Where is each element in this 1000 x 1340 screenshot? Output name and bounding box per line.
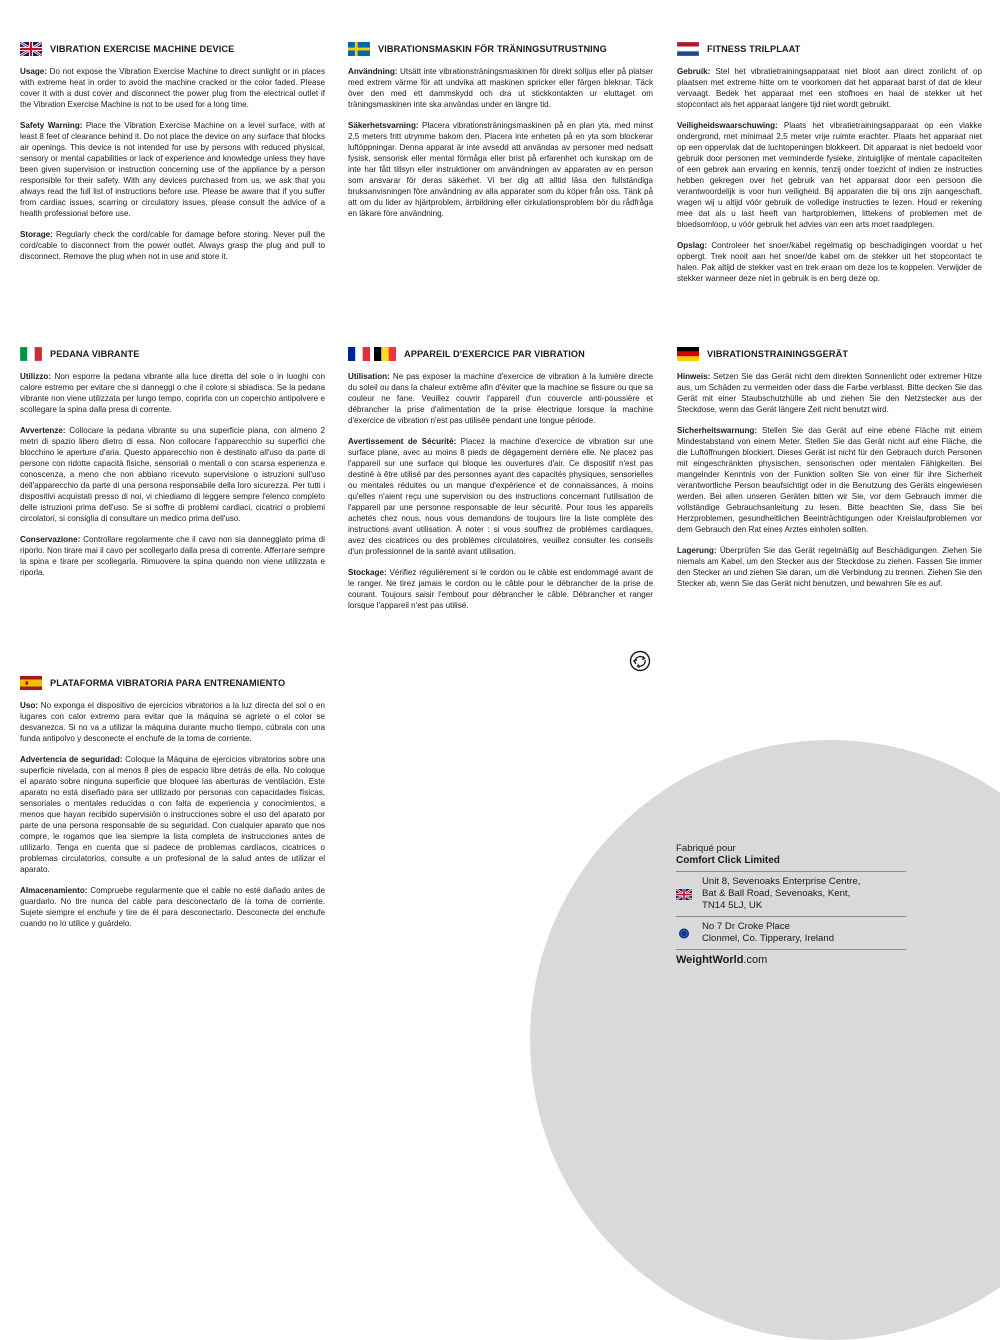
paragraph-text: Placez la machine d'exercice de vibration sur une surface plane, avec au moins 8 pieds de dégagement derrière elle. Ne placez pas l'appareil sur une surface qui bloque les ouvertures d'air. Ce dispositif n'est pas destiné à être utilisé par des personnes ayant des capacités physiques, sensorielles ou mentales réduites ou un manque d'expérience et de connaissances, à moins qu'elles n'aient reçu une supervision ou des instructions concernant l'utilisation de l'appareil par une personne responsable de leur sécurité. Pour tous les appareils achetés chez nous, nous vous demandons de toujours lire la liste complète des instructions avant utilisation. À noter : si vous souffrez de problèmes cardiaques, avez des cicatrices ou des problèmes circulatoires, veuillez consulter les conseils d'un professionnel de la santé avant utilisation. bbox=[348, 437, 654, 556]
paragraph-text: Vérifiez régulièrement si le cordon ou le câble est endommagé avant de le ranger. Ne tirez jamais le cordon ou le câble pour le débrancher de la prise de courant. Toujours saisir l'embout pour débrancher le câble. Débrancher et ranger lorsque l'appareil n'est pas utilisé. bbox=[348, 568, 653, 610]
paragraph-text: Ne pas exposer la machine d'exercice de vibration à la lumière directe du soleil ou dans la chaleur extrême afin d'éviter que la machine se fissure ou que sa couleur ne fane. Veuillez couvrir l'appareil d'un couvercle anti-poussière et débrancher la prise d'alimentation de la prise électrique lorsque la machine d'exercice de vibration n'est pas utilisée pendant une longue période. bbox=[348, 372, 653, 425]
section-header bbox=[348, 345, 653, 363]
paragraph-label: Usage: bbox=[20, 67, 47, 76]
address-lines bbox=[702, 876, 860, 912]
section-header bbox=[677, 345, 982, 363]
uk-flag-icon bbox=[20, 42, 42, 56]
paragraph-usage bbox=[677, 66, 982, 110]
section-title: VIBRATION EXERCISE MACHINE DEVICE bbox=[50, 43, 235, 54]
section-dutch bbox=[677, 40, 982, 294]
sweden-flag-icon bbox=[348, 42, 370, 56]
paragraph-text: Stellen Sie das Gerät auf eine ebene Fläche mit einem Mindestabstand von einem Meter. Stellen Sie das Gerät nicht auf eine Fläche, die die Luftöffnungen blockiert. Dieses Gerät ist nicht für den Gebrauch durch Personen mit eingeschränkten physischen, sensorischen oder mentalen Fähigkeiten. Bei mangelnder Kenntnis von der Funktion sollten Sie von einer für ihre Sicherheit verantwortliche Person beaufsichtigt oder in die Benutzung des Geräts eingewiesen werden. Bei allen unseren Geräten bitten wir Sie, vor dem Gebrauch immer die vollständige Gebrauchsanleitung zu lesen. Bitte beachten Sie, dass Sie bei Herzproblemen, gesundheitlichen Beeinträchtigungen oder Kreislaufproblemen vor dem Gebrauch den Rat eines Arztes einholen sollten. bbox=[677, 426, 982, 534]
paragraph-text: Compruebe regularmente que el cable no esté dañado antes de guardarlo. No tire nunca del cable para desconectarlo de la toma de corriente. Sujete siempre el enchufe y tire de él para desconectarlo. Desconecte del enchufe cuando no lo utilice y guárdelo. bbox=[20, 886, 325, 928]
italy-flag-icon bbox=[20, 347, 42, 361]
paragraph-text: No exponga el dispositivo de ejercicios vibratorios a la luz directa del sol o en lugares con calor extremo para evitar que la máquina se agriete o el color se desvanezca. Si no va a utilizar la máquina durante mucho tiempo, cúbrala con una funda antipolvo y desconecte el enchufe de la toma de corriente. bbox=[20, 701, 325, 743]
section-header bbox=[348, 40, 653, 58]
eu-address bbox=[676, 916, 906, 950]
made-for-label: Fabriqué pour bbox=[676, 843, 736, 854]
section-title: APPAREIL D'EXERCICE PAR VIBRATION bbox=[404, 348, 585, 359]
paragraph-safety-warning bbox=[348, 120, 653, 219]
address-lines bbox=[702, 921, 834, 945]
section-spanish bbox=[20, 674, 325, 939]
uk-address bbox=[676, 871, 906, 916]
paragraph-storage bbox=[20, 534, 325, 578]
manufacturer-info bbox=[676, 843, 906, 966]
paragraph-text: Plaats het vibratietrainingsapparaat op een vlakke ondergrond, met minimaal 2,5 meter vrije ruimte erachter. Plaats het apparaat niet op een oppervlak dat de luchtopeningen blokkeert. Dit apparaat is niet bedoeld voor gebruik door personen met verminderde fysieke, zintuiglijke of mentale capaciteiten of een gebrek aan ervaring en kennis, tenzij onder toezicht of indien ze instructies hebben gekregen over het gebruik van het apparaat door een persoon die verantwoordelijk is voor hun veiligheid. Bij apparaten die bij ons zijn aangeschaft, vragen wij u altijd vóór gebruik de volledige instructies te lezen. Houd er rekening mee dat als u last heeft van hartproblemen, littekens of problemen met de bloedsomloop, u vóór gebruik het advies van een arts moet raadplegen. bbox=[677, 121, 982, 229]
background-circle bbox=[530, 740, 1000, 1340]
paragraph-label: Advertencia de seguridad: bbox=[20, 755, 123, 764]
paragraph-label: Sicherheitswarnung: bbox=[677, 426, 758, 435]
address-line: No 7 Dr Croke Place bbox=[702, 921, 790, 932]
paragraph-label: Gebruik: bbox=[677, 67, 711, 76]
paragraph-label: Uso: bbox=[20, 701, 38, 710]
paragraph-storage bbox=[348, 567, 653, 611]
paragraph-safety-warning bbox=[20, 120, 325, 219]
paragraph-storage bbox=[677, 545, 982, 589]
paragraph-text: Stel het vibratietrainingsapparaat niet bloot aan direct zonlicht of op plaatsen met extreme hitte om te voorkomen dat het apparaat barst of dat de kleur vervaagt. Bedek het apparaat met een stofhoes en haal de stekker uit het stopcontact als het apparaat langere tijd niet wordt gebruikt. bbox=[677, 67, 982, 109]
section-title: PLATAFORMA VIBRATORIA PARA ENTRENAMIENTO bbox=[50, 677, 286, 688]
paragraph-usage bbox=[677, 371, 982, 415]
paragraph-text: Placera vibrationsträningsmaskinen på en plan yta, med minst 2,5 meters fritt utrymme bakom den. Placera inte enheten på en yta som blockerar luftöppningar. Denna apparat är inte avsedd att användas av personer med nedsatt fysisk, sensorisk eller mental förmåga eller brist på erfarenhet och kunskap om de inte har fått tillsyn eller instruktioner om användningen av apparaten av en person som ansvarar för deras säkerhet. Vi ber dig att alltid läsa den fullständiga bruksanvisningen före användning av alla apparater som du köper från oss. Tänk på att om du lider av hjärtproblem, ärrbildning eller cirkulationsproblem bör du rådfråga en läkare före användning. bbox=[348, 121, 653, 218]
belgium-flag-icon bbox=[374, 347, 396, 361]
paragraph-text: Place the Vibration Exercise Machine on a level surface, with at least 8 feet of clearance behind it. Do not place the device on any surface that blocks air openings. This device is not intended for use by persons with reduced physical, sensory or mental capabilities or lack of experience and knowledge unless they have been given supervision or instruction concerning use of the appliance by a person responsible for their safety. With any devices purchased from us, we ask that you always read the full list of instructions before use. Please be aware that if you suffer from cardiac issues, scarring or circulatory issues, please consult the advice of a health professional before use. bbox=[20, 121, 326, 218]
address-line: Clonmel, Co. Tipperary, Ireland bbox=[702, 933, 835, 944]
paragraph-label: Conservazione: bbox=[20, 535, 81, 544]
paragraph-safety-warning bbox=[20, 754, 325, 875]
section-english bbox=[20, 40, 325, 272]
france-flag-icon bbox=[348, 347, 370, 361]
paragraph-label: Storage: bbox=[20, 230, 53, 239]
section-swedish bbox=[348, 40, 653, 229]
eu-flag-icon bbox=[676, 928, 692, 939]
section-title: FITNESS TRILPLAAT bbox=[707, 43, 801, 54]
paragraph-storage bbox=[677, 240, 982, 284]
paragraph-usage bbox=[348, 66, 653, 110]
paragraph-text: Controleer het snoer/kabel regelmatig op beschadigingen voordat u het opbergt. Trek nooit aan het snoer/de kabel om de stekker uit het stopcontact te halen. Pak altijd de stekker vast en trek eraan om deze los te koppelen. Verwijder de stekker wanneer deze niet in gebruik is en berg deze op. bbox=[677, 241, 982, 283]
section-header bbox=[677, 40, 982, 58]
brand-website bbox=[676, 954, 906, 966]
paragraph-label: Avertissement de Sécurité: bbox=[348, 437, 457, 446]
brand-domain: .com bbox=[743, 954, 768, 966]
paragraph-label: Safety Warning: bbox=[20, 121, 83, 130]
paragraph-label: Opslag: bbox=[677, 241, 708, 250]
paragraph-storage bbox=[20, 229, 325, 262]
paragraph-safety-warning bbox=[20, 425, 325, 524]
paragraph-usage bbox=[20, 700, 325, 744]
paragraph-label: Lagerung: bbox=[677, 546, 717, 555]
section-german bbox=[677, 345, 982, 599]
section-header bbox=[20, 40, 325, 58]
paragraph-usage bbox=[20, 371, 325, 415]
uk-flag-icon bbox=[676, 889, 692, 900]
section-header bbox=[20, 345, 325, 363]
section-title: VIBRATIONSTRAININGSGERÄT bbox=[707, 348, 849, 359]
paragraph-text: Setzen Sie das Gerät nicht dem direkten Sonnenlicht oder extremer Hitze aus, um Schäden zu vermeiden oder dass die Farbe verblasst. Bitte decken Sie das Gerät mit einer Staubschutzhülle ab und ziehen Sie den Netzstecker aus der Steckdose, wenn das Gerät längere Zeit nicht benutzt wird. bbox=[677, 372, 982, 414]
section-title: PEDANA VIBRANTE bbox=[50, 348, 140, 359]
paragraph-storage bbox=[20, 885, 325, 929]
paragraph-safety-warning bbox=[677, 120, 982, 230]
company-name: Comfort Click Limited bbox=[676, 855, 780, 866]
paragraph-safety-warning bbox=[677, 425, 982, 535]
paragraph-usage bbox=[20, 66, 325, 110]
section-header bbox=[20, 674, 325, 692]
address-line: TN14 5LJ, UK bbox=[702, 900, 763, 911]
paragraph-label: Säkerhetsvarning: bbox=[348, 121, 419, 130]
netherlands-flag-icon bbox=[677, 42, 699, 56]
paragraph-text: Controllare regolarmente che il cavo non sia danneggiato prima di riporlo. Non tirare mai il cavo per scollegarlo dalla presa di corrente. Afferrare sempre la spina e tirare per scollegarla. Rimuovere la spina quando non viene utilizzata e riporla. bbox=[20, 535, 325, 577]
paragraph-label: Användning: bbox=[348, 67, 398, 76]
paragraph-safety-warning bbox=[348, 436, 653, 557]
recycling-icon bbox=[629, 650, 651, 672]
spain-flag-icon bbox=[20, 676, 42, 690]
paragraph-text: Non esporre la pedana vibrante alla luce diretta del sole o in luoghi con calore estremo per evitare che si danneggi o che il colore si sbiadisca. Se la pedana vibrante non viene utilizzata per lungo tempo, coprirla con un coperchio antipolvere e scollegare la spina dalla presa di corrente. bbox=[20, 372, 325, 414]
paragraph-usage bbox=[348, 371, 653, 426]
paragraph-label: Veiligheidswaarschuwing: bbox=[677, 121, 778, 130]
germany-flag-icon bbox=[677, 347, 699, 361]
brand-name: WeightWorld bbox=[676, 954, 744, 966]
paragraph-text: Coloque la Máquina de ejercicios vibratorios sobre una superficie nivelada, con al menos 8 pies de espacio libre detrás de ella. No coloque el aparato sobre ninguna superficie que bloquee las aberturas de ventilación. Este aparato no está diseñado para ser utilizado por personas con capacidades físicas, sensoriales o mentales reducidas o con falta de experiencia y conocimientos, a menos que hayan recibido supervisión o instrucciones sobre el uso del aparato por parte de una persona responsable de su seguridad. Con cualquier aparato que nos compre, le rogamos que lea siempre la lista completa de instrucciones antes de utilizarlo. Tenga en cuenta que si padece de problemas cardíacos, cicatrices o problemas circulatorios, consulte a un profesional de la salud antes de utilizar el aparato. bbox=[20, 755, 326, 874]
section-title: VIBRATIONSMASKIN FÖR TRÄNINGSUTRUSTNING bbox=[378, 43, 607, 54]
section-italian bbox=[20, 345, 325, 588]
paragraph-label: Avvertenze: bbox=[20, 426, 66, 435]
paragraph-label: Utilisation: bbox=[348, 372, 390, 381]
paragraph-label: Utilizzo: bbox=[20, 372, 52, 381]
paragraph-text: Überprüfen Sie das Gerät regelmäßig auf Beschädigungen. Ziehen Sie niemals am Kabel, um den Stecker aus der Steckdose zu ziehen. Fassen Sie immer den Stecker an und ziehen Sie daran, um die Verbindung zu trennen. Ziehen Sie den Stecker ab, wenn Sie das Gerät nicht benutzen, und bewahren Sie es auf. bbox=[677, 546, 982, 588]
section-french bbox=[348, 345, 653, 621]
paragraph-text: Utsätt inte vibrationsträningsmaskinen för direkt solljus eller på platser med extrem värme för att undvika att maskinen spricker eller färgen bleknar. Täck över den med ett dammskydd och dra ut stickkontakten ur eluttaget om träningsmaskinen inte ska användas under en längre tid. bbox=[348, 67, 653, 109]
paragraph-text: Regularly check the cord/cable for damage before storing. Never pull the cord/cable to disconnect from the power outlet. Always grasp the plug and pull to disconnect. Remove the plug when not in use and store it. bbox=[20, 230, 325, 261]
address-line: Bat & Ball Road, Sevenoaks, Kent, bbox=[702, 888, 851, 899]
paragraph-label: Stockage: bbox=[348, 568, 387, 577]
paragraph-label: Hinweis: bbox=[677, 372, 711, 381]
paragraph-label: Almacenamiento: bbox=[20, 886, 88, 895]
paragraph-text: Collocare la pedana vibrante su una superficie piana, con almeno 2 metri di spazio libero dietro di essa. Non collocare l'apparecchio su superfici che blocchino le aperture d'aria. Questo apparecchio non è destinato all'uso da parte di persone con ridotte capacità fisiche, sensoriali o mentali o con scarsa esperienza e conoscenza, a meno che non abbiano ricevuto supervisione o istruzioni sull'uso dell'apparecchio da parte di una persona responsabile della loro sicurezza. Per tutti i dispositivi acquistati presso di noi, vi chiediamo di leggere sempre l'elenco completo delle istruzioni prima dell'uso. Se si soffre di problemi cardiaci, cicatrici o problemi circolatori, si consiglia di consultare un medico prima dell'uso. bbox=[20, 426, 325, 523]
paragraph-text: Do not expose the Vibration Exercise Machine to direct sunlight or in places with extreme heat in order to avoid the machine cracked or the color faded. Please cover it with a dust cover and disconnect the power plug from the electrical outlet if the Vibration Exercise Machine is not to be used for a long time. bbox=[20, 67, 325, 109]
address-line: Unit 8, Sevenoaks Enterprise Centre, bbox=[702, 876, 861, 887]
